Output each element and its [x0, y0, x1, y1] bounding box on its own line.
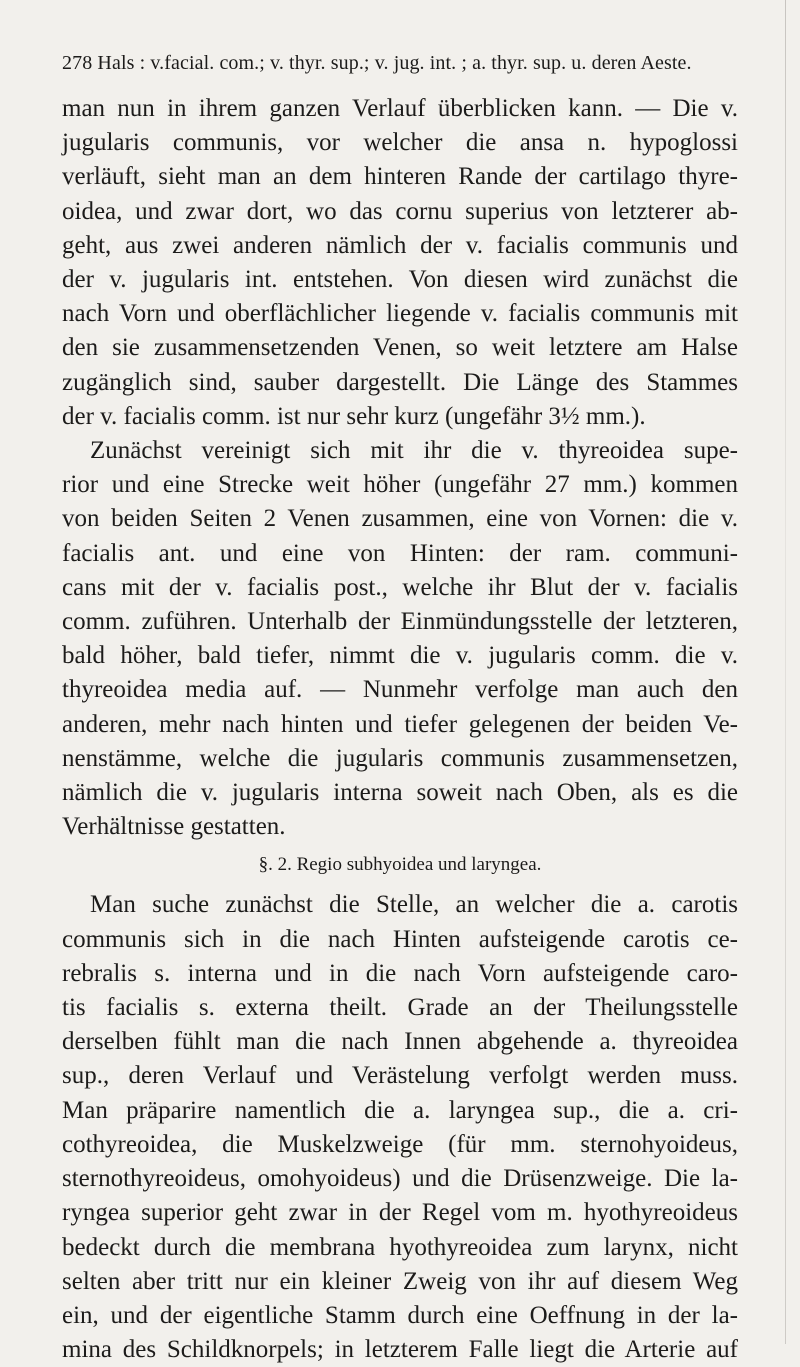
text-line: geht, aus zwei anderen nämlich der v. facialis communis und	[62, 231, 738, 259]
text-line: rebralis s. interna und in die nach Vorn aufsteigende caro-	[62, 959, 738, 987]
paragraph-1	[62, 92, 738, 434]
running-title: Hals : v.facial. com.; v. thyr. sup.; v. jug. int. ; a. thyr. sup. u. deren Aeste.	[97, 52, 692, 74]
text-line: tis facialis s. externa theilt. Grade an der Theilungsstelle	[62, 994, 738, 1022]
text-line: ein, und der eigentliche Stamm durch eine Oeffnung in der la-	[62, 1301, 738, 1329]
text-line: sternothyreoideus, omohyoideus) und die Drüsenzweige. Die la-	[62, 1165, 738, 1193]
page-number: 278	[62, 52, 93, 74]
text-line: mina des Schildknorpels; in letzterem Falle liegt die Arterie auf	[62, 1336, 738, 1364]
text-line: rior und eine Strecke weit höher (ungefähr 27 mm.) kommen	[62, 471, 738, 499]
text-line: facialis ant. und eine von Hinten: der ram. communi-	[62, 539, 738, 567]
text-line: ryngea superior geht zwar in der Regel vom m. hyothyreoideus	[62, 1199, 738, 1227]
text-line: Verhältnisse gestatten.	[62, 813, 286, 841]
text-line: der v. facialis comm. ist nur sehr kurz (ungefähr 3½ mm.).	[62, 402, 646, 430]
text-line: cans mit der v. facialis post., welche ihr Blut der v. facialis	[62, 573, 738, 601]
text-line: nach Vorn und oberflächlicher liegende v. facialis communis mit	[62, 300, 738, 328]
text-line: von beiden Seiten 2 Venen zusammen, eine von Vornen: die v.	[62, 505, 738, 533]
text-line: oidea, und zwar dort, wo das cornu superius von letzterer ab-	[62, 197, 738, 225]
text-line: bedeckt durch die membrana hyothyreoidea zum larynx, nicht	[62, 1233, 738, 1261]
paragraph-3	[62, 888, 738, 1367]
text-line: man nun in ihrem ganzen Verlauf überblicken kann. — Die v.	[62, 95, 738, 122]
text-line: comm. zuführen. Unterhalb der Einmündungsstelle der letzteren,	[62, 608, 738, 636]
text-line: anderen, mehr nach hinten und tiefer gelegenen der beiden Ve-	[62, 710, 738, 738]
text-line: Man präparire namentlich die a. laryngea sup., die a. cri-	[62, 1096, 738, 1124]
section-heading: §. 2. Regio subhyoidea und laryngea.	[258, 854, 542, 876]
paragraph-2	[62, 434, 738, 844]
text-line: den sie zusammensetzenden Venen, so weit letztere am Halse	[62, 334, 738, 362]
text-line: cothyreoidea, die Muskelzweige (für mm. sternohyoideus,	[62, 1130, 738, 1158]
text-line: Man suche zunächst die Stelle, an welcher die a. carotis	[90, 891, 738, 919]
text-line: selten aber tritt nur ein kleiner Zweig von ihr auf diesem Weg	[62, 1267, 738, 1295]
text-line: nenstämme, welche die jugularis communis zusammensetzen,	[62, 744, 738, 772]
text-line: zugänglich sind, sauber dargestellt. Die Länge des Stammes	[62, 368, 738, 396]
text-line: der v. jugularis int. entstehen. Von diesen wird zunächst die	[62, 266, 738, 294]
body-text	[62, 92, 738, 1367]
text-line: jugularis communis, vor welcher die ansa n. hypoglossi	[62, 129, 738, 157]
text-line: sup., deren Verlauf und Verästelung verfolgt werden muss.	[62, 1062, 738, 1090]
text-line: bald höher, bald tiefer, nimmt die v. jugularis comm. die v.	[62, 642, 738, 670]
text-line: communis sich in die nach Hinten aufsteigende carotis ce-	[62, 925, 738, 953]
text-line: verläuft, sieht man an dem hinteren Rande der cartilago thyre-	[62, 163, 738, 191]
text-line: Zunächst vereinigt sich mit ihr die v. thyreoidea supe-	[90, 437, 738, 465]
text-line: nämlich die v. jugularis interna soweit nach Oben, als es die	[62, 779, 738, 807]
text-line: derselben fühlt man die nach Innen abgehende a. thyreoidea	[62, 1028, 738, 1056]
running-header	[62, 52, 742, 75]
page-edge-line	[785, 0, 786, 1344]
text-line: thyreoidea media auf. — Nunmehr verfolge man auch den	[62, 676, 738, 704]
